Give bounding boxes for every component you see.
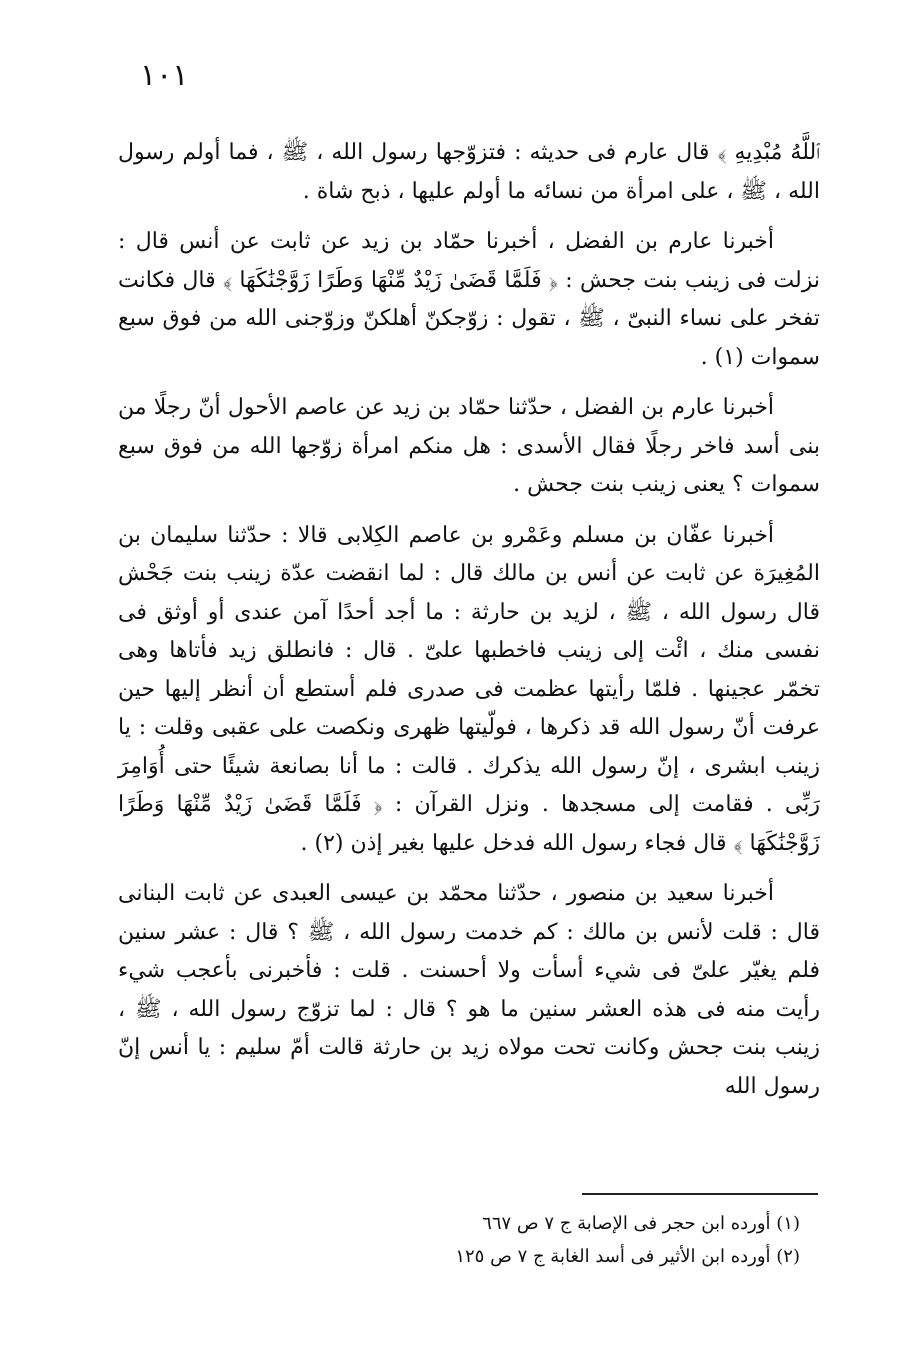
footnotes [360,1207,800,1273]
footnote-2: (٢) أورده ابن الأثير فى أسد الغابة ج ٧ ص ١٢٥ [455,1246,800,1267]
body-text [118,134,820,1118]
paragraph-3: أخبرنا عارم بن الفضل ، حدّثنا حمّاد بن زيد عن عاصم الأحول أنّ رجلًا من بنى أسد فاخر رجلًا فقال الأسدى : هل منكم امرأة زوّجها الله من فوق سبع سموات ؟ يعنى زينب بنت جحش . [118,395,820,497]
footnote-1: (١) أورده ابن حجر فى الإصابة ج ٧ ص ٦٦٧ [482,1213,800,1234]
paragraph-1: ٱللَّهُ مُبْدِيهِ ﴾ قال عارم فى حديثه : فتزوّجها رسول الله ، ﷺ ، فما أولم رسول الله ، ﷺ ، على امرأة من نسائه ما أولم عليها ، ذبح شاة . [118,140,820,204]
page-number: ١٠١ [140,58,189,93]
footnote-separator [582,1193,818,1195]
paragraph-2: أخبرنا عارم بن الفضل ، أخبرنا حمّاد بن زيد عن ثابت عن أنس قال : نزلت فى زينب بنت جحش : ﴿ فَلَمَّا قَضَىٰ زَيْدٌ مِّنْهَا وَطَرًا زَوَّجْنَٰكَهَا ﴾ قال فكانت تفخر على نساء النبىّ ، ﷺ ، تقول : زوّجكنّ أهلكنّ وزوّجنى الله من فوق سبع سموات (١) . [118,229,820,370]
paragraph-4: أخبرنا عفّان بن مسلم وعَمْرو بن عاصم الكِلابى قالا : حدّثنا سليمان بن المُغِيرَة عن ثابت عن أنس بن مالك قال : لما انقضت عدّة زينب بنت جَحْش قال رسول الله ، ﷺ ، لزيد بن حارثة : ما أجد أحدًا آمن عندى أو أوثق فى نفسى منك ، ائْت إلى زينب فاخطبها علىّ . قال : فانطلق زيد فأتاها وهى تخمّر عجينها . فلمّا رأيتها عظمت فى صدرى فلم أستطع أن أنظر إليها حين عرفت أنّ رسول الله قد ذكرها ، فولّيتها ظهرى ونكصت على عقبى وقلت : يا زينب ابشرى ، إنّ رسول الله يذكرك . قالت : ما أنا بصانعة شيئًا حتى أُوَامِرَ رَبِّى . فقامت إلى مسجدها . ونزل القرآن : ﴿ فَلَمَّا قَضَىٰ زَيْدٌ مِّنْهَا وَطَرًا زَوَّجْنَٰكَهَا ﴾ قال فجاء رسول الله فدخل عليها بغير إذن (٢) . [118,522,820,856]
paragraph-5: أخبرنا سعيد بن منصور ، حدّثنا محمّد بن عيسى العبدى عن ثابت البنانى قال : قلت لأنس بن مالك : كم خدمت رسول الله ، ﷺ ؟ قال : عشر سنين فلم يغيّر علىّ فى شيء أسأت ولا أحسنت . قلت : فأخبرنى بأعجب شيء رأيت منه فى هذه العشر سنين ما هو ؟ قال : لما تزوّج رسول الله ، ﷺ ، زينب بنت جحش وكانت تحت مولاه زيد بن حارثة قالت أمّ سليم : يا أنس إنّ رسول الله [118,881,820,1099]
